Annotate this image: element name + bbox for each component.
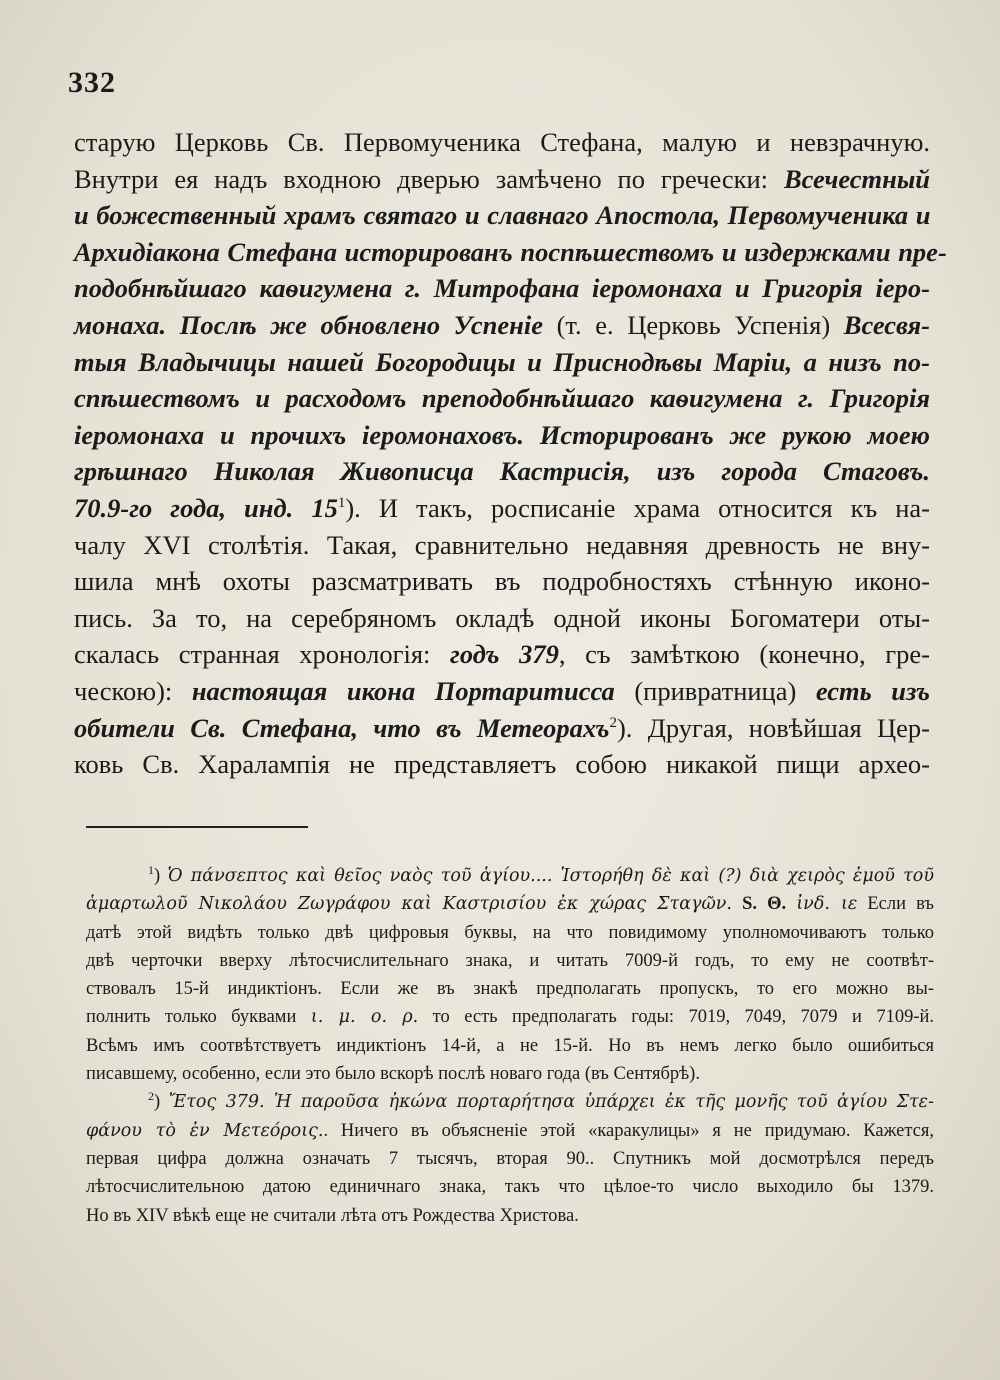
italic-quote: годъ 379 [450, 639, 559, 670]
body-line [74, 600, 930, 637]
italic-quote: Всечестный [783, 163, 930, 194]
body-text: (т. е. Церковь Успенія) [542, 309, 844, 340]
footnote-line [86, 1145, 934, 1173]
body-line [74, 380, 930, 417]
footnote-line [86, 919, 934, 947]
body-line [74, 234, 947, 271]
footnote-text: ствовалъ 15-й индиктіонъ. Если же въ знакѣ предполагать пропускъ, то его можно вы- [86, 979, 934, 1000]
body-text: ческою): [74, 675, 192, 706]
main-text [74, 124, 947, 783]
body-text: пись. За то, на серебряномъ окладѣ одной иконы Богоматери оты- [74, 602, 930, 633]
footnote-text: датѣ этой видѣть только двѣ цифровыя буквы, на что повидимому уполномочиваютъ только [86, 922, 934, 943]
italic-quote: есть изъ [815, 675, 930, 706]
greek-text: φάνου τὸ ἐν Μετεόροις. [86, 1120, 324, 1141]
body-text: (привратница) [614, 675, 816, 706]
footnote-line [86, 1060, 934, 1088]
footnote-line [86, 1173, 934, 1201]
italic-quote: монаха. Послѣ же обновлено Успеніе [74, 309, 543, 340]
italic-quote: іеромонаха и прочихъ іеромонаховъ. Исторированъ же рукою моею [74, 419, 930, 450]
body-text: , съ замѣткою (конечно, гре- [558, 639, 930, 670]
footnote-text: лѣтосчислительною датою единичнаго знака, такъ что цѣлое-то число выходило бы 1379. [86, 1177, 934, 1198]
body-text: ). Другая, новѣйшая Цер- [616, 712, 930, 743]
footnote-line [86, 1003, 934, 1031]
body-text: старую Церковь Св. Первомученика Стефана, малую и невзрачную. [74, 127, 930, 157]
body-line [74, 417, 930, 454]
greek-text: Ἔτος 379. Ἡ παροῦσα ἠκώνα πορταρήτησα ὑπάρχει ἐκ τῆς μονῆς τοῦ ἁγίου Στε- [168, 1092, 934, 1113]
footnote-text: . Ничего въ объясненіе этой «каракулицы» я не придумаю. Кажется, [323, 1120, 934, 1141]
italic-quote: 70.9-го года, инд. 15 [74, 492, 338, 523]
greek-text: ἰνδ. ιε [796, 894, 858, 915]
footnote-line [86, 862, 934, 890]
body-line [74, 124, 930, 161]
body-line [74, 161, 930, 198]
italic-quote: тыя Владычицы нашей Богородицы и Приснодѣвы Маріи, а низъ по- [74, 346, 930, 377]
footnote-number: $^2$) [148, 1089, 169, 1113]
body-line [74, 490, 930, 527]
footnotes [86, 862, 934, 1230]
body-line [74, 453, 930, 490]
body-text: ). И такъ, росписаніе храма относится къ на- [345, 492, 930, 523]
footnote-text: двѣ черточки вверху лѣтосчислительнаго знака, и читать 7009-й годъ, то ему не соотвѣт- [86, 950, 934, 971]
body-line [74, 636, 930, 673]
body-text: Внутри ея надъ входною дверью замѣчено по гречески: [74, 163, 784, 194]
greek-text: Ὁ πάνσεπτος καὶ θεῖος ναὸς τοῦ ἁγίου.... Ἱστορήθη δὲ καὶ (?) διὰ χειρὸς ἐμοῦ τοῦ [167, 866, 934, 886]
footnote-line [86, 890, 934, 918]
italic-quote: спѣшествомъ и расходомъ преподобнѣйшаго каѳигумена г. Григорія [74, 383, 930, 414]
footnote-text: Если въ [857, 894, 935, 915]
footnote-text: Всѣмъ имъ соотвѣтствуетъ индиктіонъ 14-й, а не 15-й. Но въ немъ легко было ошибиться [86, 1035, 934, 1056]
italic-quote: Архидіакона Стефана исторированъ поспѣшествомъ и издержками пре- [74, 236, 947, 267]
footnote-text: первая цифра должна означать 7 тысячъ, вторая 90.. Спутникъ мой досмотрѣлся передъ [86, 1148, 934, 1169]
body-line [74, 710, 930, 747]
body-line [74, 197, 930, 234]
footnote-text: полнить только буквами [86, 1007, 311, 1028]
page-number: 332 [68, 66, 116, 99]
italic-quote: обители Св. Стефана, что въ Метеорахъ [74, 712, 610, 743]
footnote-line [86, 1117, 934, 1145]
footnote-text: писавшему, особенно, если это было вскорѣ послѣ новаго года (въ Сентябрѣ). [86, 1064, 700, 1085]
bold-numeral: S. Θ. [731, 894, 797, 915]
footnote-line [86, 1032, 934, 1060]
body-line [74, 307, 930, 344]
greek-text: ι. μ. ο. ρ. [310, 1007, 419, 1028]
body-line [74, 270, 930, 307]
footnote-number: $^1$) [148, 862, 168, 886]
footnote-line [86, 1088, 934, 1116]
body-text: ковь Св. Харалампія не представляетъ собою никакой пищи архео- [74, 749, 930, 780]
footnote-line [86, 947, 934, 975]
body-text: скалась странная хронологія: [74, 639, 451, 670]
body-line [74, 746, 930, 783]
body-text: шила мнѣ охоты разсматривать въ подробностяхъ стѣнную иконо- [74, 566, 930, 597]
italic-quote: Всесвя- [843, 309, 930, 340]
italic-quote: грѣшнаго Николая Живописца Кастрисія, изъ города Стаговъ. [74, 456, 930, 487]
body-line [74, 344, 930, 381]
footnote-reference: 1 [337, 495, 346, 512]
italic-quote: подобнѣйшаго каѳигумена г. Митрофана іеромонаха и Григорія іеро- [74, 273, 930, 304]
greek-text: ἁμαρτωλοῦ Νικολάου Ζωγράφου καὶ Καστρισίου ἐκ χώρας Σταγῶν. [86, 894, 732, 915]
italic-quote: и божественный храмъ святаго и славнаго Апостола, Первомученика и [74, 200, 931, 231]
italic-quote: настоящая икона Портаритисса [191, 675, 615, 706]
footnote-separator [86, 826, 308, 828]
footnote-reference: 2 [609, 714, 617, 731]
body-line [74, 527, 930, 564]
footnote-line [86, 1202, 934, 1230]
body-line [74, 673, 930, 710]
footnote-text: то есть предполагать годы: 7019, 7049, 7079 и 7109-й. [418, 1007, 935, 1028]
footnote-text: Но въ XIV вѣкѣ еще не считали лѣта отъ Рождества Христова. [86, 1205, 579, 1226]
footnote-line [86, 975, 934, 1003]
body-line [74, 563, 930, 600]
body-text: чалу XVI столѣтія. Такая, сравнительно недавняя древность не вну- [74, 529, 930, 560]
